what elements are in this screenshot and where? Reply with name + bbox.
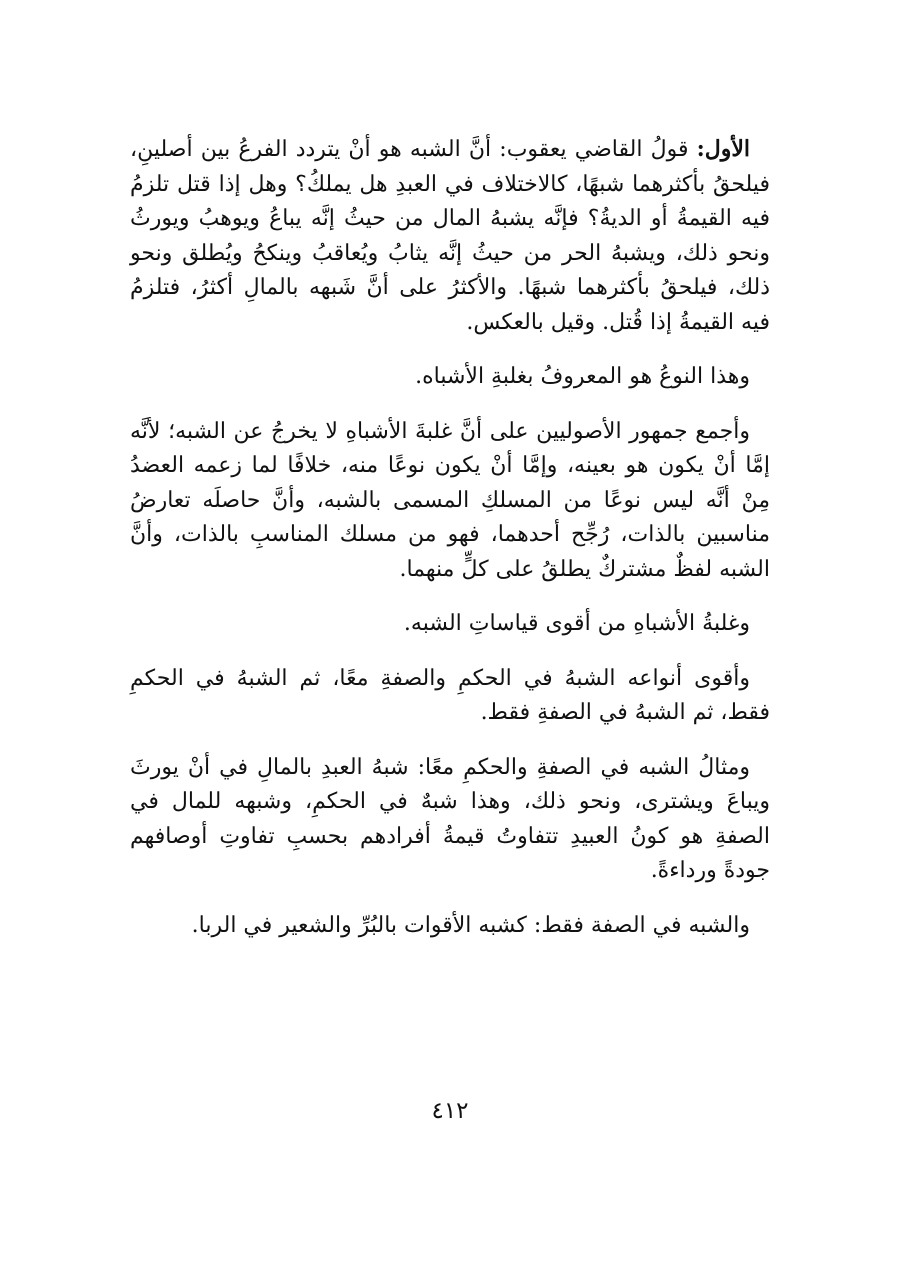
paragraph: وأقوى أنواعه الشبهُ في الحكمِ والصفةِ معًا، ثم الشبهُ في الحكمِ فقط، ثم الشبهُ في الصفةِ فقط. [130,665,770,725]
paragraph-first [130,132,770,340]
paragraph: وغلبةُ الأشباهِ من أقوى قياساتِ الشبه. [403,611,750,636]
paragraph: وهذا النوعُ هو المعروفُ بغلبةِ الأشباه. [415,364,750,389]
paragraph-text: قولُ القاضي يعقوب: أنَّ الشبه هو أنْ يتردد الفرعُ بين أصلينِ، فيلحقُ بأكثرهما شبهًا، كالاختلاف في العبدِ هل يملكُ؟ وهل إذا قتل تلزمُ فيه القيمةُ أو الديةُ؟ فإنَّه يشبهُ المال من حيثُ إنَّه يباعُ ويوهبُ ويورثُ ونحو ذلك، ويشبهُ الحر من حيثُ إنَّه يثابُ ويُعاقبُ وينكحُ ويُطلق ونحو ذلك، فيلحقُ بأكثرهما شبهًا. والأكثرُ على أنَّ شَبهه بالمالِ أكثرُ، فتلزمُ فيه القيمةُ إذا قُتل. وقيل بالعكس. [130,137,770,335]
page-number: ٤١٢ [431,1098,469,1124]
paragraph: والشبه في الصفة فقط: كشبه الأقوات بالبُرِّ والشعير في الربا. [191,912,750,938]
page-body [130,132,770,963]
paragraph: وأجمع جمهور الأصوليين على أنَّ غلبةَ الأشباهِ لا يخرجُ عن الشبه؛ لأنَّه إمَّا أنْ يكون هو بعينه، وإمَّا أنْ يكون نوعًا منه، خلافًا لما زعمه العضدُ مِنْ أنَّه ليس نوعًا من المسلكِ المسمى بالشبه، وأنَّ حاصلَه تعارضُ مناسبين بالذات، رُجِّح أحدهما، فهو من مسلك المناسبِ بالذات، وأنَّ الشبه لفظٌ مشتركٌ يطلقُ على كلٍّ منهما. [130,418,770,582]
paragraph: ومثالُ الشبه في الصفةِ والحكمِ معًا: شبهُ العبدِ بالمالِ في أنْ يورثَ ويباعَ ويشترى، ونحو ذلك، وهذا شبهٌ في الحكمِ، وشبهه للمال في الصفةِ هو كونُ العبيدِ تتفاوتُ قيمةُ أفرادهم بحسبِ تفاوتِ أوصافهم جودةً ورداءةً. [130,754,770,883]
paragraph-lead: الأول: [696,136,750,162]
